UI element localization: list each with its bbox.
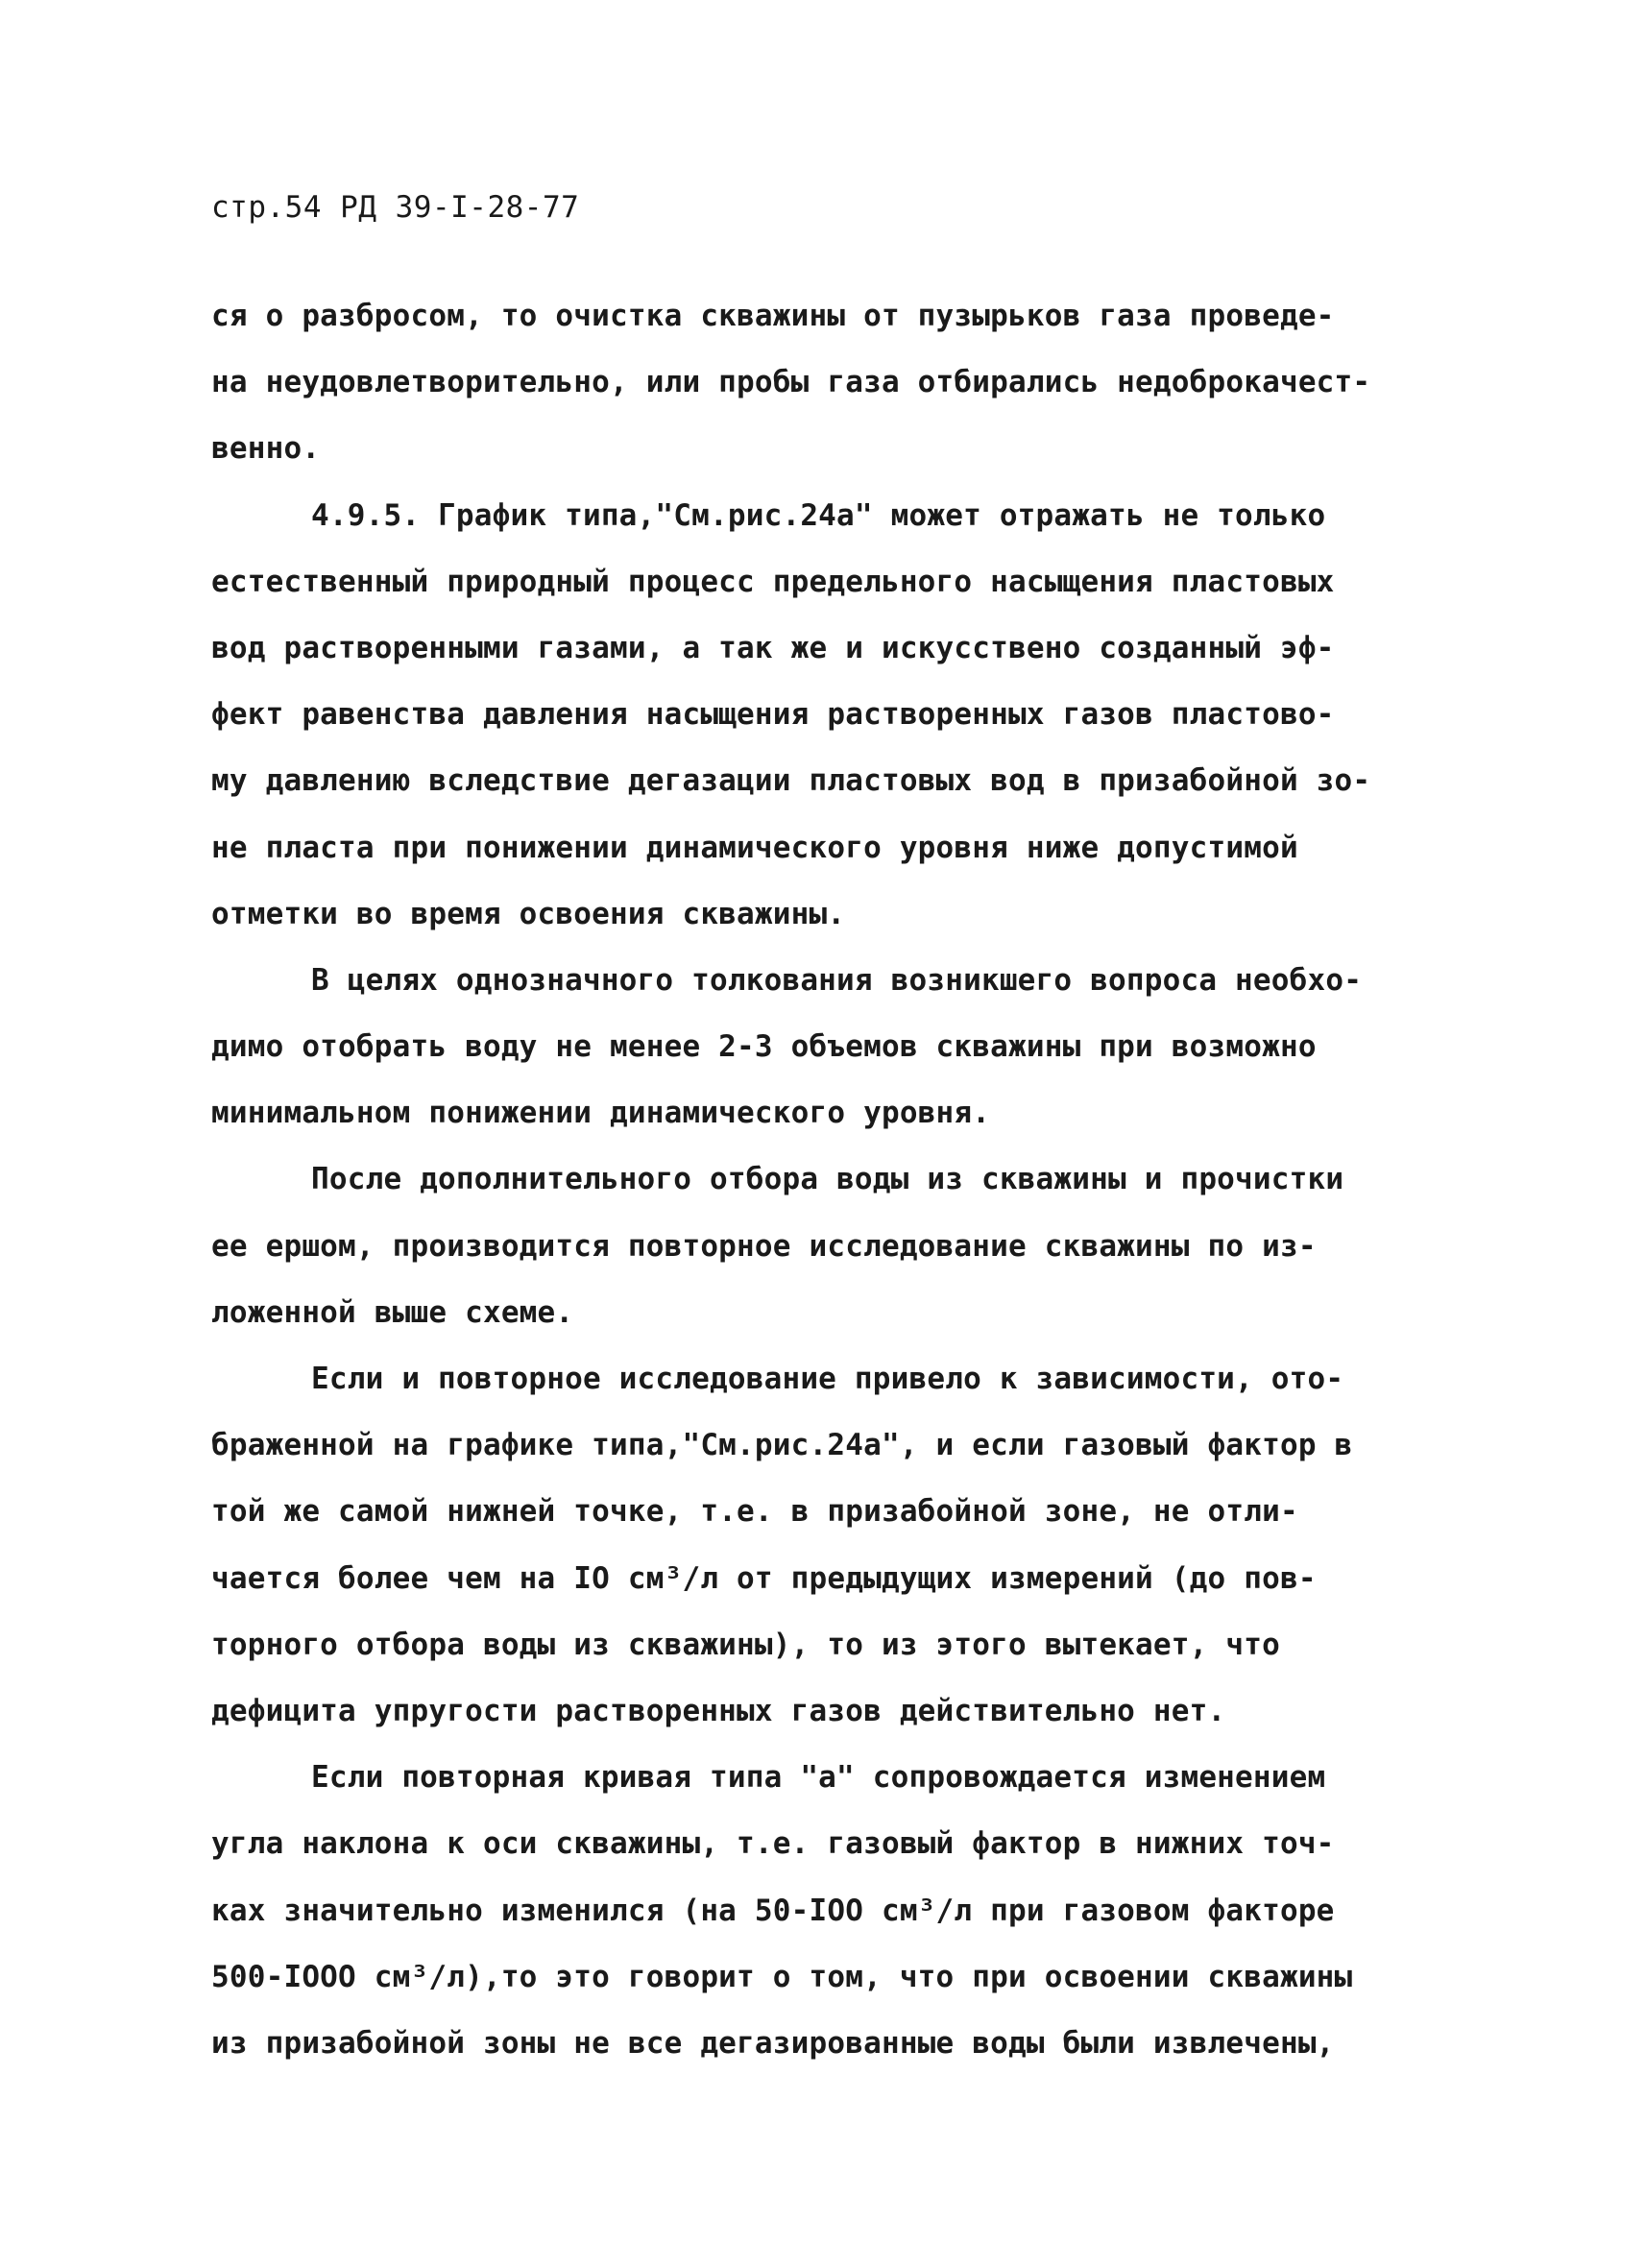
text-line: му давлению вследствие дегазации пластовых вод в призабойной зо- [211, 763, 1371, 799]
text-line: естественный природный процесс предельного насыщения пластовых [211, 564, 1335, 599]
page-header: стр.54 РД 39-I-28-77 [211, 190, 580, 225]
text-line: 500-IOOO см³/л),то это говорит о том, что при освоении скважины [211, 1959, 1353, 1994]
text-line: не пласта при понижении динамического уровня ниже допустимой [211, 830, 1298, 865]
paragraph [211, 1146, 1488, 1346]
text-line: дефицита упругости растворенных газов действительно нет. [211, 1693, 1226, 1728]
text-line: ее ершом, производится повторное исследование скважины по из- [211, 1228, 1317, 1264]
text-line: венно. [211, 431, 321, 467]
text-line: на неудовлетворительно, или пробы газа отбирались недоброкачест- [211, 365, 1371, 400]
text-line: той же самой нижней точке, т.е. в призабойной зоне, не отли- [211, 1494, 1298, 1530]
text-line: Если повторная кривая типа "а" сопровождается изменением [311, 1760, 1326, 1796]
text-line: торного отбора воды из скважины), то из этого вытекает, что [211, 1627, 1280, 1662]
text-line: ках значительно изменился (на 50-IOO см³/л при газовом факторе [211, 1893, 1335, 1928]
text-line: угла наклона к оси скважины, т.е. газовый фактор в нижних точ- [211, 1826, 1335, 1862]
paragraph [211, 283, 1488, 483]
text-line: из призабойной зоны не все дегазированные воды были извлечены, [211, 2025, 1335, 2061]
text-line: отметки во время освоения скважины. [211, 896, 846, 931]
text-line: ся о разбросом, то очистка скважины от пузырьков газа проведе- [211, 299, 1335, 333]
text-line: фект равенства давления насыщения растворенных газов пластово- [211, 697, 1335, 733]
text-line: чается более чем на IO см³/л от предыдущих измерений (до пов- [211, 1560, 1317, 1596]
text-line: В целях однозначного толкования возникшего вопроса необхо- [311, 962, 1363, 998]
text-line: вод растворенными газами, а так же и искусствено созданный эф- [211, 630, 1335, 665]
paragraph [211, 483, 1488, 948]
text-line: браженной на графике типа,"См.рис.24а", и если газовый фактор в [211, 1428, 1353, 1463]
text-line: ложенной выше схеме. [211, 1294, 574, 1330]
paragraph [211, 1745, 1488, 2077]
text-line: минимальном понижении динамического уровня. [211, 1096, 991, 1131]
body-text [211, 283, 1488, 2077]
text-line: После дополнительного отбора воды из скважины и прочистки [311, 1162, 1344, 1197]
paragraph [211, 948, 1488, 1147]
text-line: димо отобрать воду не менее 2-3 объемов скважины при возможно [211, 1029, 1317, 1065]
text-line: 4.9.5. График типа,"См.рис.24а" может отражать не только [311, 497, 1326, 533]
paragraph [211, 1346, 1488, 1745]
text-line: Если и повторное исследование привело к зависимости, ото- [311, 1362, 1344, 1396]
